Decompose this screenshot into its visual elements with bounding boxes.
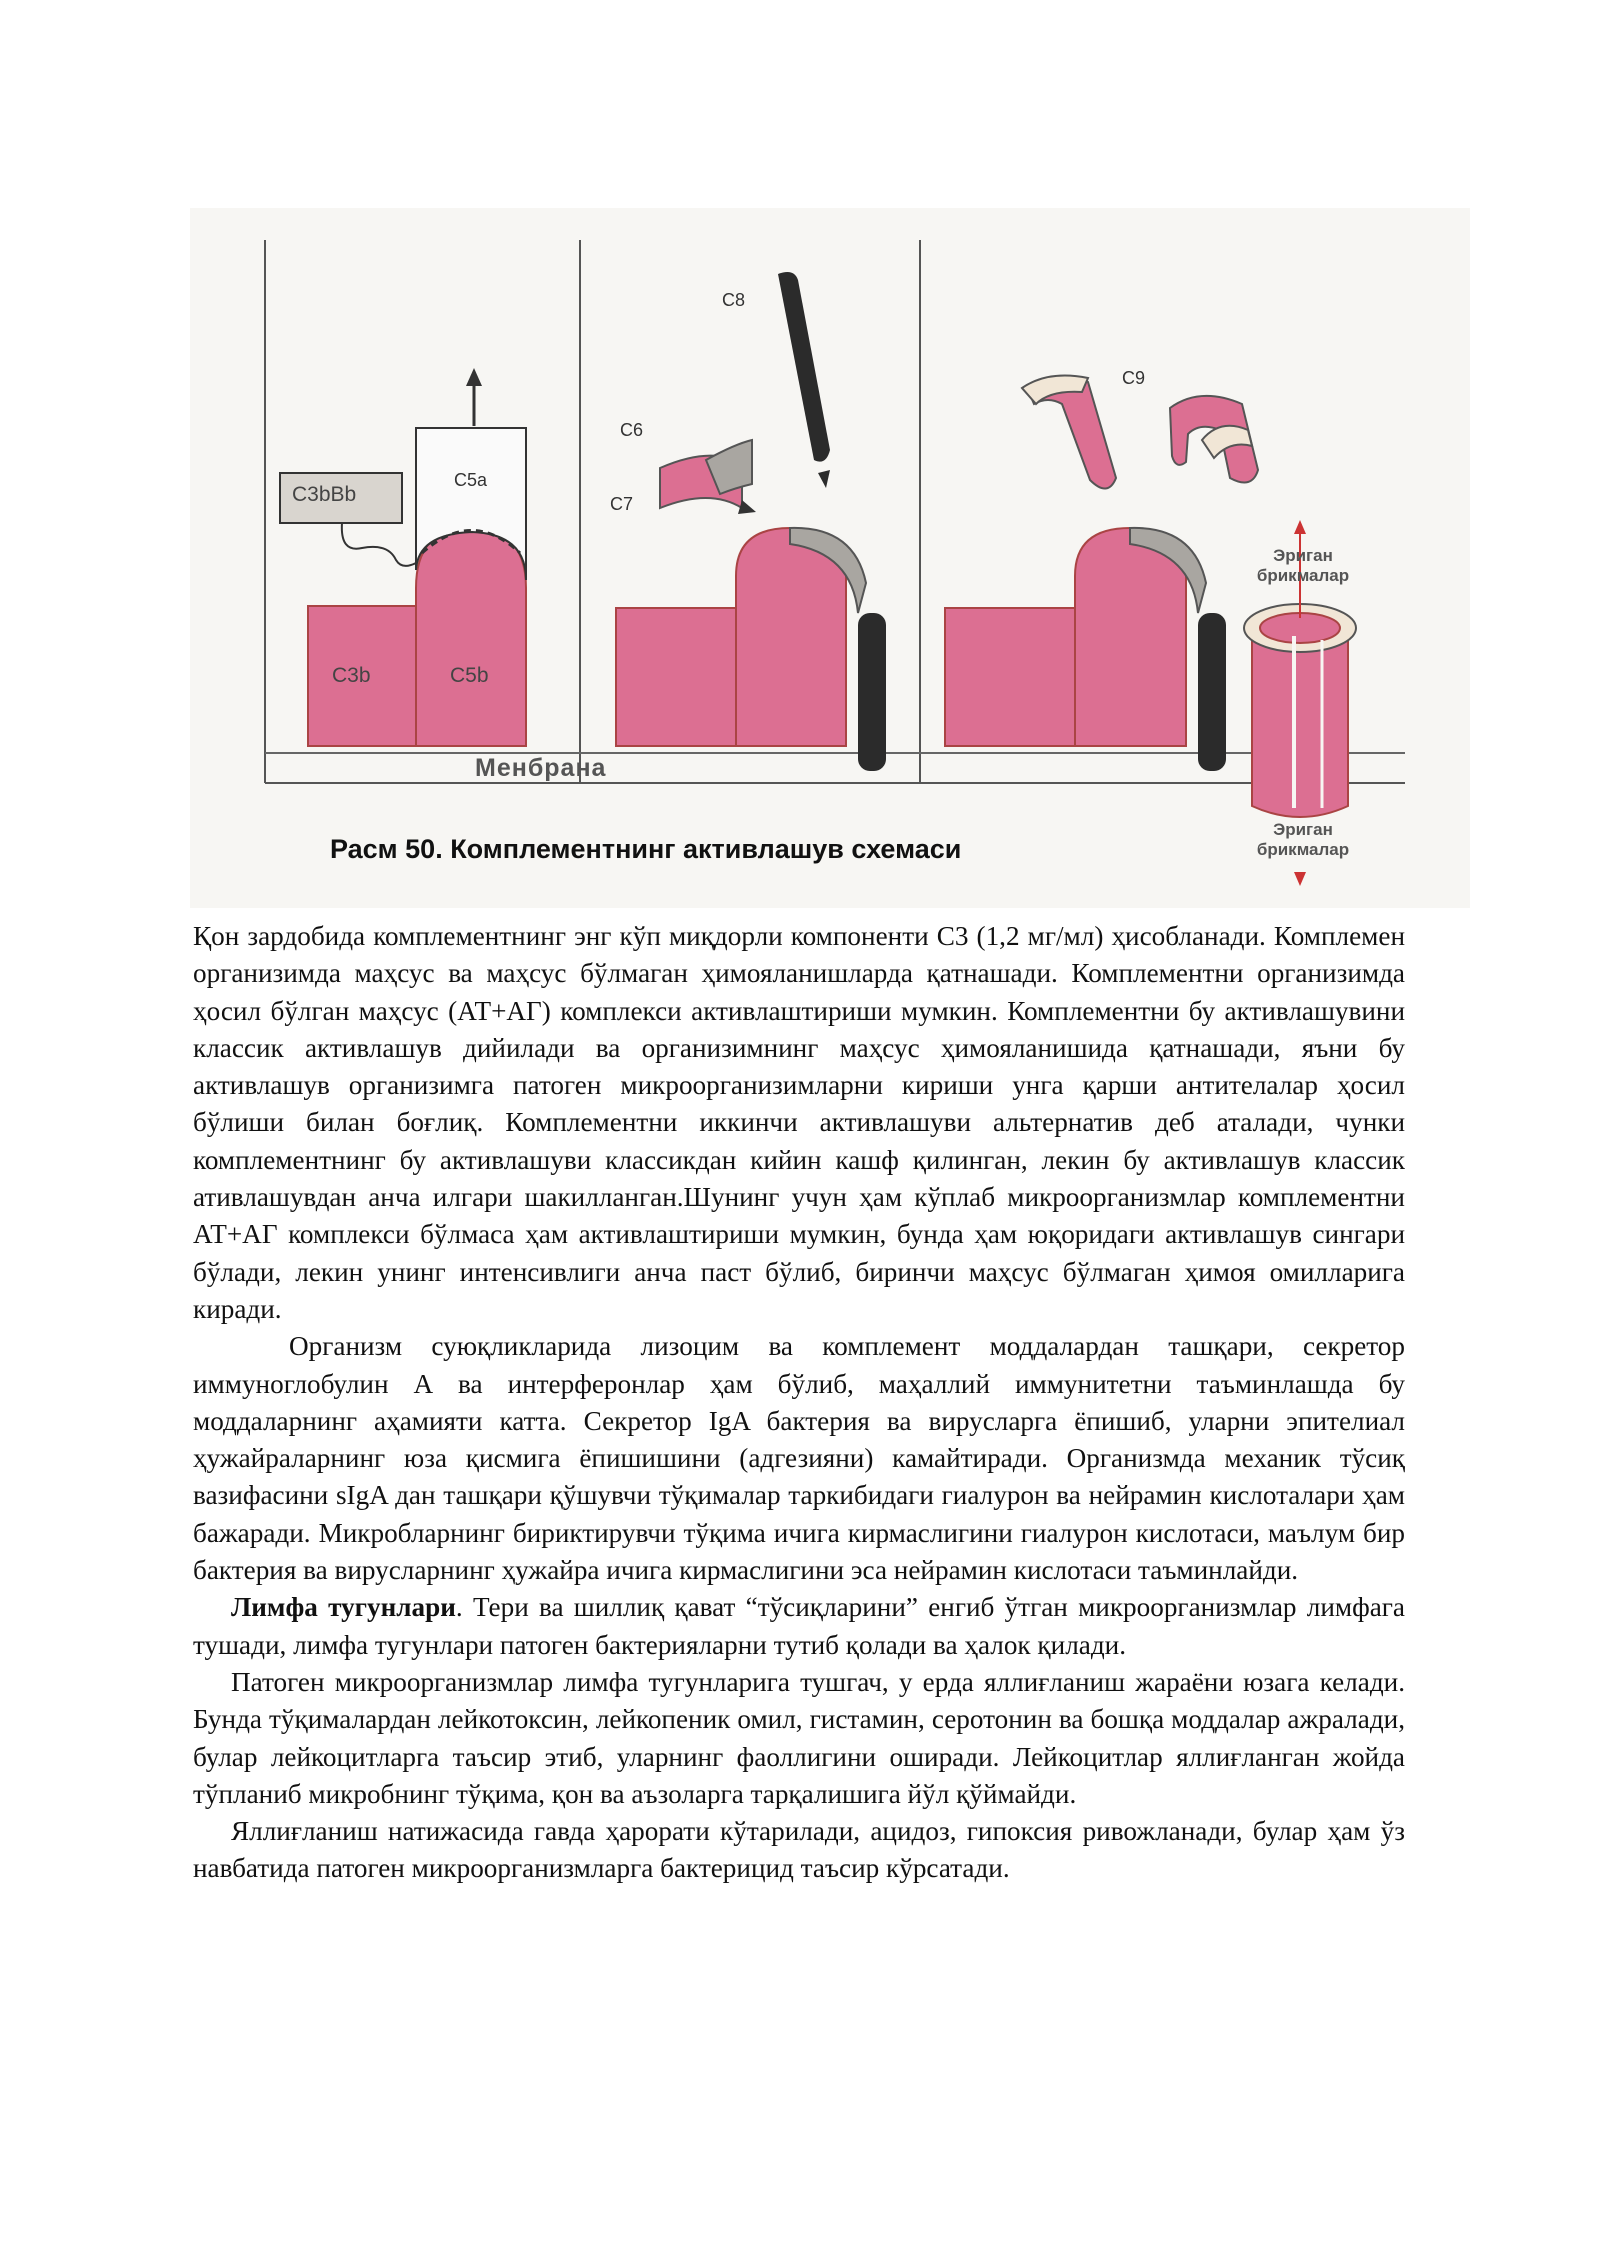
dissolved-bottom-line2: брикмалар [1256,840,1350,859]
paragraph-lymph-nodes [193,1589,1405,1664]
figure-caption: Расм 50. Комплементнинг активлашув схемаси [330,834,962,864]
label-c3b: C3b [332,664,371,687]
c5b-block [416,528,526,746]
dissolved-top-line2: брикмалар [1256,566,1350,585]
body-text [193,918,1405,1888]
dissolved-top-line1: Эриган [1273,546,1333,565]
lymph-nodes-text: . Тери ва шиллиқ қават “тўсиқларини” енгиб ўтган микроорганизмлар лимфага тушади, лимфа тугунлари патоген бактерияларни тутиб қолади ва ҳалок қилади. [193,1592,1405,1660]
complement-activation-figure [190,208,1470,908]
paragraph-inflammation: Патоген микроорганизмлар лимфа тугунларига тушгач, у ерда яллиғланиш жараёни юзага келади. Бунда тўқималардан лейкотоксин, лейкопеник омил, гистамин, серотонин ва бошқа моддалар ажралади, булар лейкоцитларга таъсир этиб, уларнинг фаоллигини оширади. Лейкоцитлар яллиғланган жойда тўпланиб микробнинг тўқима, қон ва аъзоларга тарқалишига йўл қўймайди. [193,1666,1405,1809]
label-c5a: C5a [454,470,488,490]
dissolved-complexes-bottom [1248,820,1358,860]
label-c8: C8 [722,290,746,310]
label-c6: C6 [620,420,644,440]
label-membrane: Менбрана [475,754,607,782]
lymph-nodes-heading: Лимфа тугунлари [231,1592,456,1623]
paragraph-complement: Қон зардобида комплементнинг энг кўп миқдорли компоненти С3 (1,2 мг/мл) ҳисобланади. Комплемен организимда маҳсус ва маҳсус бўлмаган ҳимояланишларда қатнашади. Комплементни организимда ҳосил бўлган маҳсус (АТ+АГ) комплекси активлаштириши мумкин. Комплементни бу активлашувини классик активлашув дийилади ва организимнинг маҳсус ҳимояланишида қатнашади, яъни бу активлашув организимга патоген микроорганизимларни кириши унга қарши антителалар ҳосил бўлиши билан боғлиқ. Комплементни иккинчи активлашуви альтернатив деб аталади, чунки комплементнинг бу активлашуви классикдан кийин кашф қилинган, лекин бу активлашув классик ативлашувдан анча илгари шакилланган.Шунинг учун ҳам кўплаб микроорганизмлар комплементни АТ+АГ комплекси бўлмаса ҳам активлаштириши мумкин, бунда ҳам юқоридаги активлашув сингари бўлади, лекин унинг интенсивлиги анча паст бўлиб, биринчи маҳсус бўлмаган ҳимоя омилларига киради. [193,921,1405,1324]
label-c5b: C5b [450,664,489,687]
label-c9: C9 [1122,368,1146,388]
paragraph-lysozyme: Организм суюқликларида лизоцим ва комплемент моддалардан ташқари, секретор иммуноглобулин А ва интерферонлар ҳам бўлиб, маҳаллий иммунитетни таъминлашда бу моддаларнинг аҳамияти катта. Секретор IgA бактерия ва вирусларга ёпишиб, уларни эпителиал ҳужайраларнинг юза қисмига ёпишишини (адгезияни) камайтиради. Организмда механик тўсиқ вазифасини sIgA дан ташқари қўшувчи тўқималар таркибидаги гиалурон ва нейрамин кислоталари ҳам бажаради. Микробларнинг бириктирувчи тўқима ичига кирмаслигини гиалурон кислотаси, маълум бир бактерия ва вирусларнинг ҳужайра ичига кирмаслигини эса нейрамин кислотаси таъминлайди. [193,1331,1405,1586]
dissolved-complexes-top [1248,546,1358,586]
paragraph-temperature: Яллиғланиш натижасида гавда ҳарорати кўтарилади, ацидоз, гипоксия ривожланади, булар ҳам ўз навбатида патоген микроорганизмларга бактерицид таъсир кўрсатади. [193,1816,1405,1884]
label-c3bbb: C3bBb [292,483,357,506]
dissolved-bottom-line1: Эриган [1273,820,1333,839]
label-c7: C7 [610,494,634,514]
